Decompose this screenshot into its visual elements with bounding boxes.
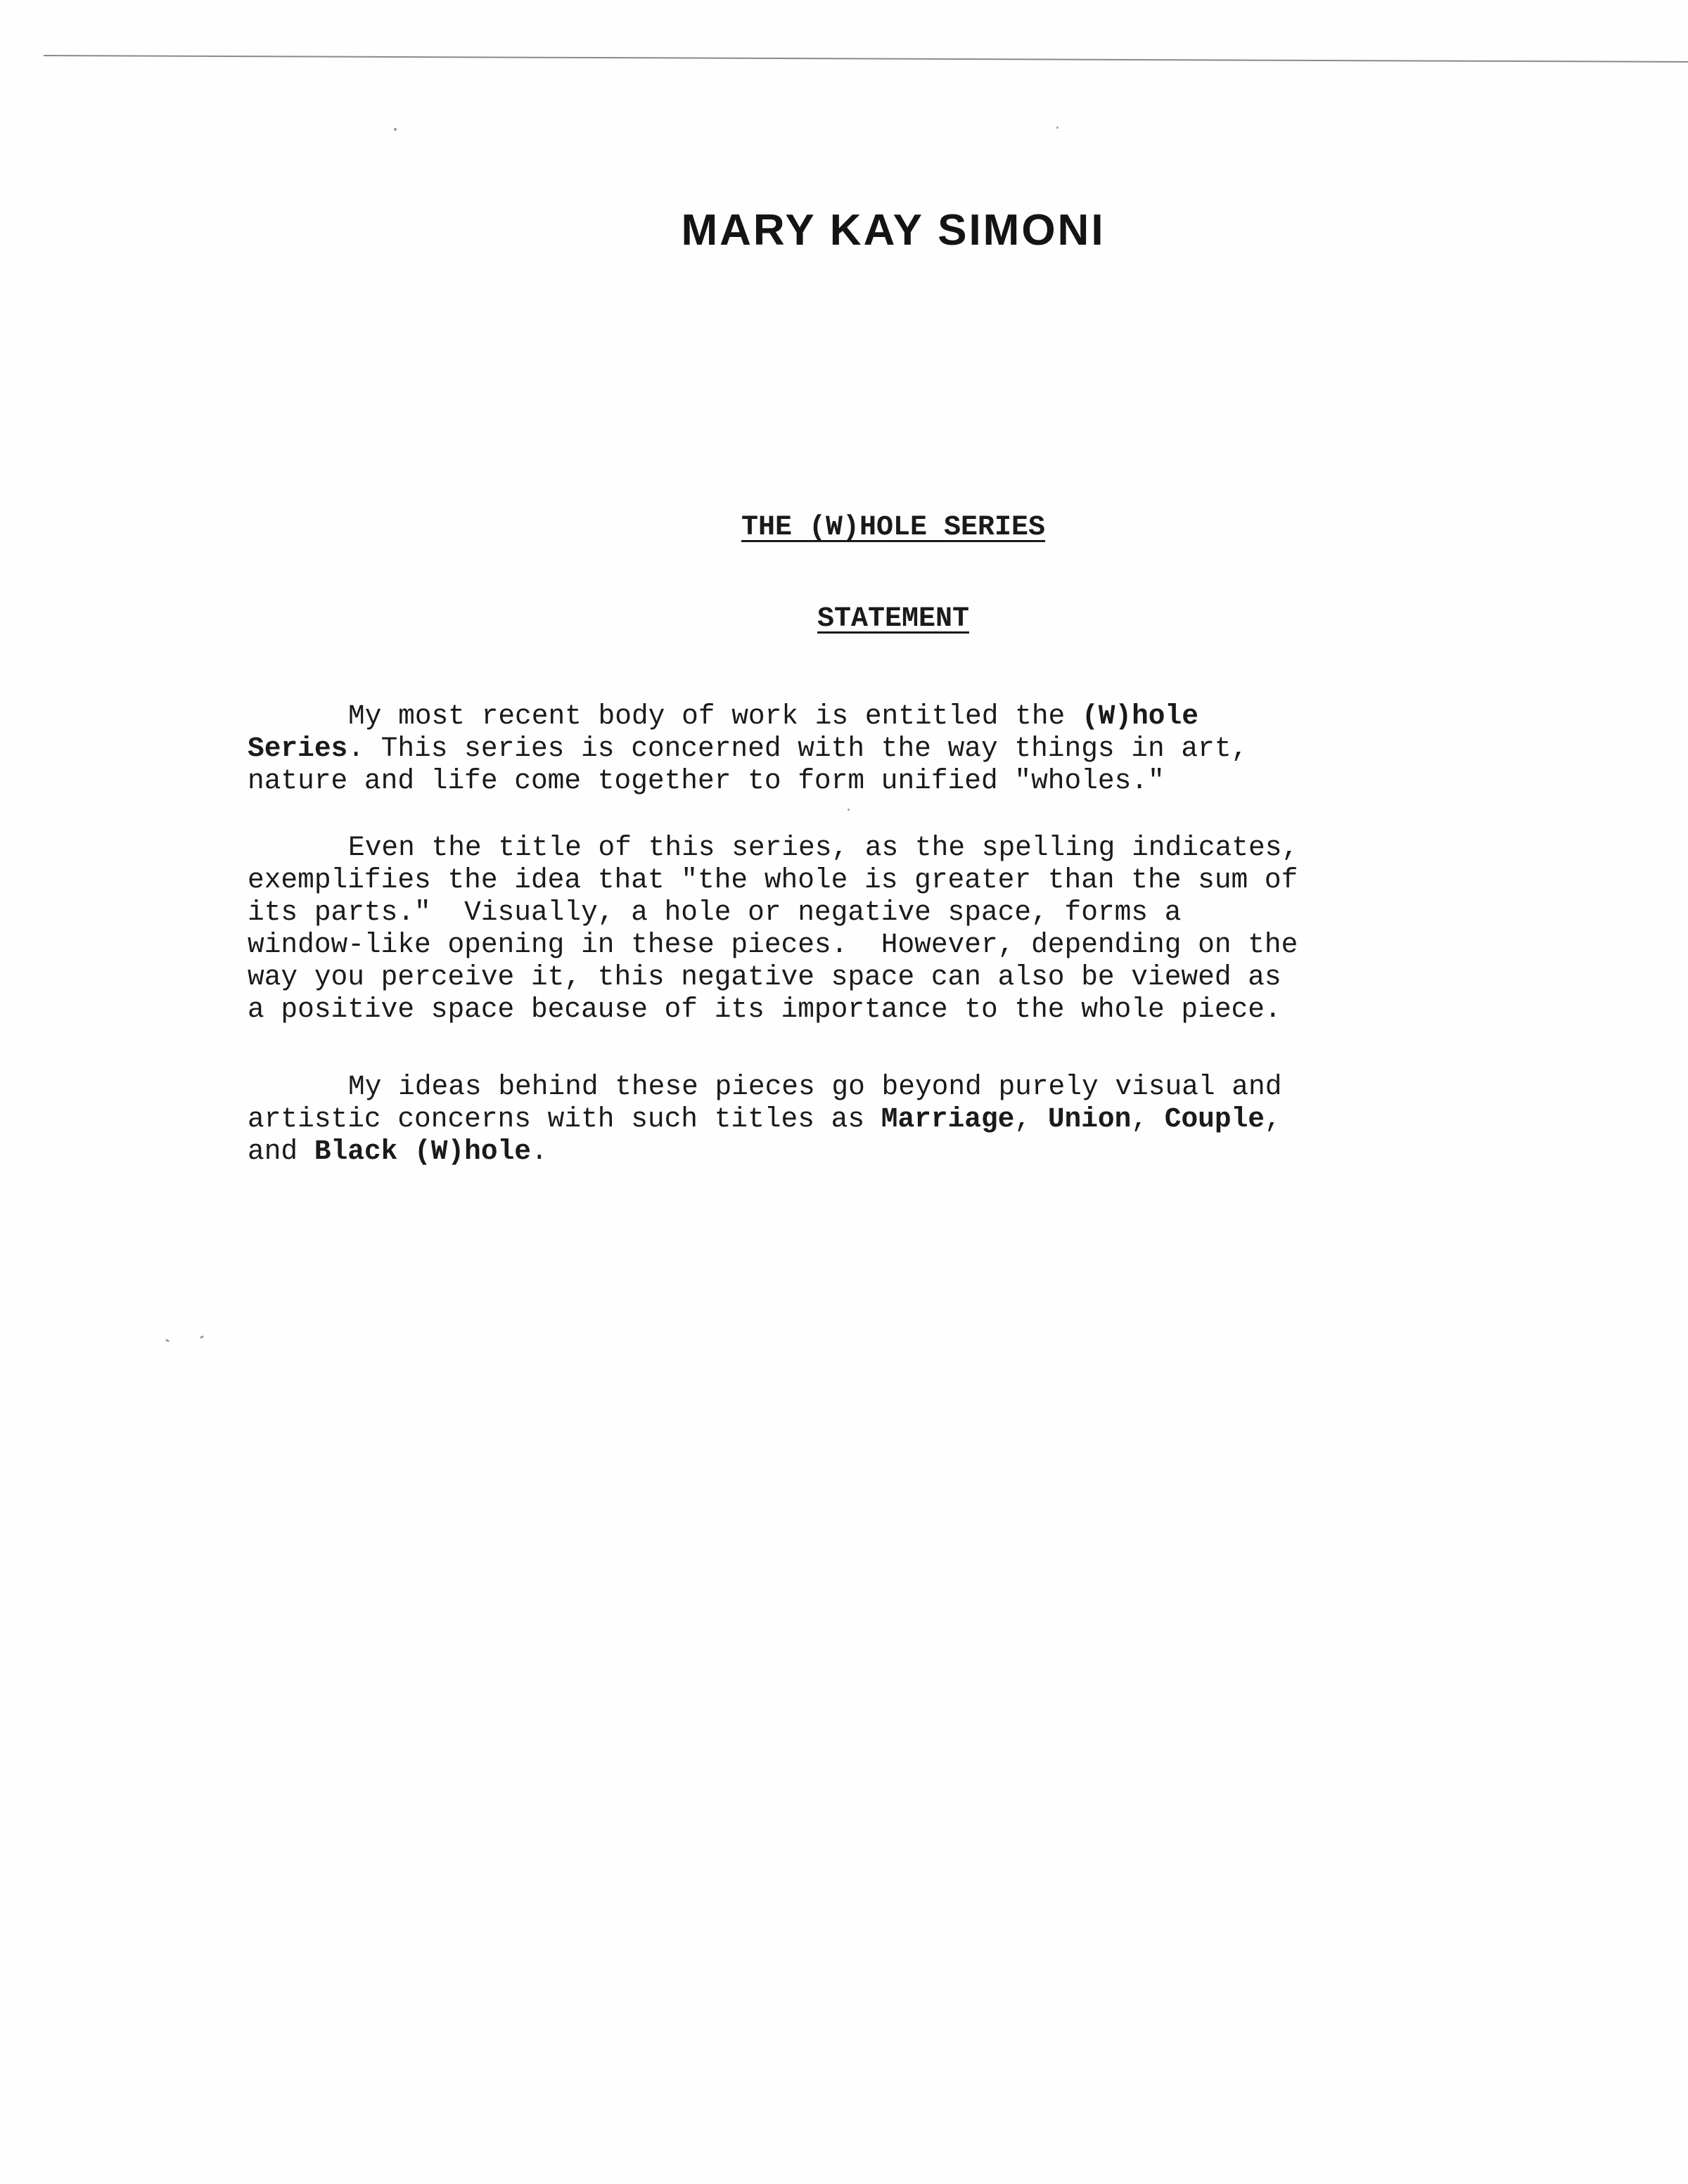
paragraph-text: nature and life come together to form unified "wholes." (248, 765, 1165, 797)
scan-speck (165, 1339, 170, 1342)
separator: . (530, 1136, 548, 1167)
paragraph-text: My ideas behind these pieces go beyond purely visual and (348, 1071, 1282, 1103)
paragraph-text: and (248, 1136, 314, 1167)
paragraph-text: My most recent body of work is entitled the (348, 700, 1082, 732)
scan-speck (848, 809, 850, 811)
artwork-title-couple: Couple (1164, 1103, 1265, 1135)
paragraph-text: . This series is concerned with the way things in art, (347, 733, 1248, 764)
series-title: THE (W)HOLE SERIES (741, 512, 1046, 544)
paragraph-text: exemplifies the idea that "the whole is greater than the sum of (248, 864, 1298, 896)
scan-speck (1056, 127, 1059, 129)
paragraph-text: its parts." Visually, a hole or negative space, forms a (248, 897, 1182, 928)
paragraph-text: Even the title of this series, as the spelling indicates, (348, 832, 1299, 863)
separator: , (1265, 1103, 1281, 1135)
scan-edge-line (44, 55, 1688, 63)
paragraph-text: way you perceive it, this negative space can also be viewed as (248, 961, 1281, 993)
artist-name-heading: MARY KAY SIMONI (681, 206, 1106, 255)
scan-speck (394, 128, 397, 131)
statement-paragraph-1 (248, 700, 1528, 797)
series-name-bold: (W)hole (1081, 700, 1198, 732)
separator: , (1131, 1103, 1165, 1135)
series-name-bold: Series (248, 733, 348, 764)
statement-paragraph-2 (248, 832, 1528, 1026)
artwork-title-marriage: Marriage (881, 1103, 1015, 1135)
paragraph-text: a positive space because of its importance to the whole piece. (248, 994, 1281, 1025)
artwork-title-black-whole: Black (W)hole (314, 1136, 531, 1167)
separator: , (1014, 1103, 1048, 1135)
statement-paragraph-3 (248, 1071, 1528, 1168)
scan-speck (200, 1335, 205, 1340)
paragraph-text: artistic concerns with such titles as (248, 1103, 881, 1135)
paragraph-text: window-like opening in these pieces. However, depending on the (248, 929, 1298, 961)
artwork-title-union: Union (1047, 1103, 1132, 1135)
statement-heading: STATEMENT (817, 603, 970, 635)
